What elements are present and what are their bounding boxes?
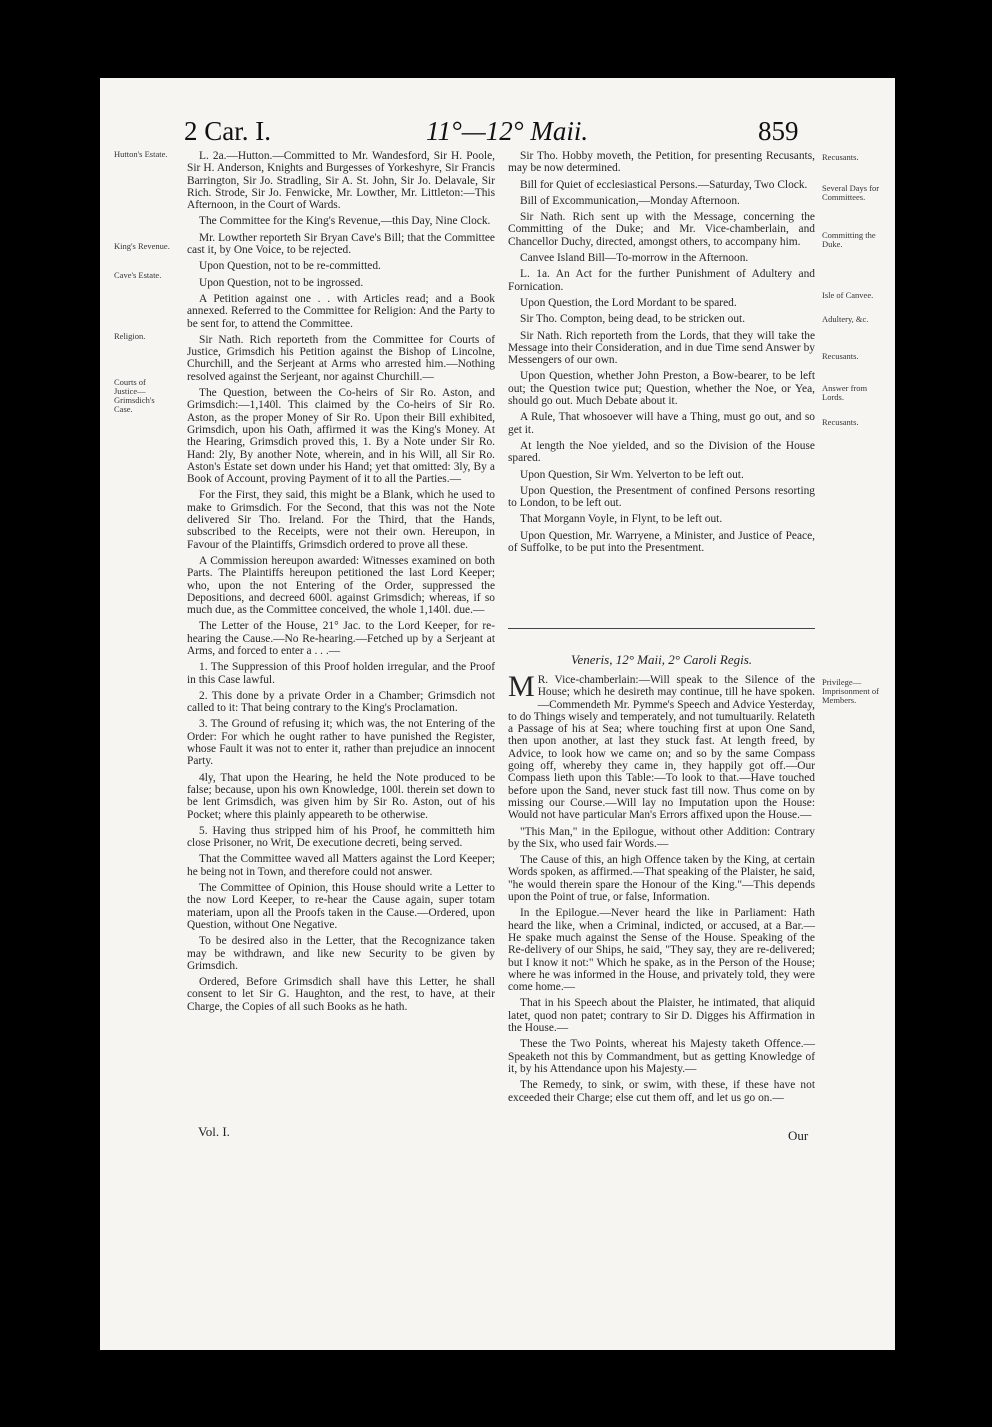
right-margin-note: Isle of Canvee.: [822, 290, 874, 300]
right-margin-note: Recusants.: [822, 417, 859, 427]
right-column-bottom: [508, 670, 815, 1108]
paragraph: Upon Question, Mr. Warryene, a Minister, and Justice of Peace, of Suffolke, to be put into the Presentment.: [508, 529, 815, 555]
paragraph: Sir Nath. Rich reporteth from the Committee for Courts of Justice, Grimsdich his Petition against the Bishop of Lincolne, Churchill, and the Serjeant at Arms who arrested him.—Nothing resolved against the Serjeant, nor against Churchill.—: [187, 333, 495, 383]
paragraph: That Morgann Voyle, in Flynt, to be left out.: [520, 513, 723, 526]
paragraph: A Petition against one . . with Articles read; and a Book annexed. Referred to the Committee for Religion: And the Party to be sent for, to attend the Committee.: [187, 292, 495, 330]
paragraph: "This Man," in the Epilogue, without other Addition: Contrary by the Six, who used fair Words.—: [508, 825, 815, 850]
paragraph: Upon Question, the Presentment of confined Persons resorting to London, to be left out.: [508, 484, 815, 510]
paragraph: Upon Question, not to be re-committed.: [199, 260, 381, 273]
paragraph: That in his Speech about the Plaister, he intimated, that aliquid latet, quod non patet; contrary to Sir D. Digges his Affirmation in the House.—: [508, 997, 815, 1035]
paragraph: Upon Question, Sir Wm. Yelverton to be left out.: [520, 468, 744, 481]
running-head-regnal-year: 2 Car. I.: [184, 116, 271, 146]
paragraph: In the Epilogue.—Never heard the like in Parliament: Hath heard the like, when a Criminal, indicted, or accused, at a Bar.—He spake much against the Sense of the House. Speaking of the Re-delivery of our Ships, he said, "They say, they are re-delivered; but I know it not:" Which he spake, as in the Person of the House; where he was informed in the House, and privately told, they were come home.—: [508, 907, 815, 994]
section-divider: [508, 628, 815, 629]
paragraph: Sir Tho. Hobby moveth, the Petition, for presenting Recusants, may be now determined.: [508, 150, 815, 175]
paragraph: These the Two Points, whereat his Majesty taketh Offence.—Speaketh not this by Commandment, but as getting Knowledge of it, by his Attendance upon his Majesty.—: [508, 1038, 815, 1075]
paragraph: Bill for Quiet of ecclesiastical Persons.—Saturday, Two Clock.: [520, 178, 808, 191]
paragraph: Ordered, Before Grimsdich shall have this Letter, he shall consent to let Sir G. Haughton, and the rest, to have, at their Charge, the Copies of all such Books as he hath.: [187, 976, 495, 1013]
paragraph: For the First, they said, this might be a Blank, which he used to make to Grimsdich. For the Second, that this was not the Note delivered Sir Tho. Ireland. For the Third, that the Hands, subscribed to the Receipts, were not their own. Hereupon, in Favour of the Plaintiffs, Grimsdich ordered to prove all these.: [187, 489, 495, 551]
paragraph: Upon Question, whether John Preston, a Bow-bearer, to be left out; the Question twice put; Question, whether the Noe, or Yea, should go out. Much Debate about it.: [508, 370, 815, 408]
left-margin-note: King's Revenue.: [114, 241, 170, 251]
journal-page: [100, 78, 895, 1350]
right-margin-note: Recusants.: [822, 351, 859, 361]
paragraph: Upon Question, the Lord Mordant to be spared.: [520, 296, 737, 309]
right-margin-note: Recusants.: [822, 152, 859, 162]
paragraph: 3. The Ground of refusing it; which was, the not Entering of the Order: For which he ought rather to have punished the Register, whose Fault it was not to enter it, rather than prejudice an innocent Party.: [187, 718, 495, 768]
section-heading: Veneris, 12° Maii, 2° Caroli Regis.: [570, 652, 753, 667]
left-margin-note: Hutton's Estate.: [114, 149, 168, 159]
left-column: [187, 150, 495, 1017]
running-head-dates: 11°—12° Maii.: [426, 116, 589, 146]
right-margin-note: Adultery, &c.: [822, 314, 869, 324]
right-margin-note: Several Days for Committees.: [822, 183, 880, 202]
paragraph: A Commission hereupon awarded: Witnesses examined on both Parts. The Plaintiffs hereupon petitioned the last Lord Keeper; who, upon the not Entering of the Order, suppressed the Depositions, and decreed 600l. against Grimsdich; whereas, if so much due, as the Committee conceived, the whole 1,140l. due.—: [187, 554, 495, 617]
paragraph: Sir Tho. Compton, being dead, to be stricken out.: [520, 313, 746, 326]
paragraph: 5. Having thus stripped him of his Proof, he committeth him close Prisoner, no Writ, De executione decreti, being served.: [187, 824, 495, 850]
paragraph: At length the Noe yielded, and so the Division of the House spared.: [508, 439, 815, 465]
paragraph-text: R. Vice-chamberlain:—Will speak to the Silence of the House; which he desireth may continue, till he have spoken.—Commendeth Mr. Pymme's Speech and Advice Yesterday, to do Things wisely and temperately, and not tumultuarily. Relateth a Passage of his at Sea; where touching first at upon One Sand, then upon another, at last they stuck fast. At length freed, by Advice, to look how we came on; and so by the same Compass going off, whereby they came in, they happily got off.—Our Compass lieth upon this Table:—To look to that.—Have touched before upon the Sand, never stuck fast till now. Thus come on by missing our Course.—Will lay no Imputation upon the House: Would not have particular Man's Errors affixed upon the House.—: [508, 674, 815, 822]
right-margin-note: Committing the Duke.: [822, 230, 876, 249]
left-margin-note: Cave's Estate.: [114, 270, 162, 280]
paragraph: The Cause of this, an high Offence taken by the King, at certain Words spoken, as affirmed.—That speaking of the Plaister, he said, "he would therein spare the Honour of the King."—This depends upon the Point of true, or false, Information.: [508, 854, 815, 904]
left-margin-note: Religion.: [114, 331, 146, 341]
page-number: 859: [758, 116, 799, 146]
paragraph: The Question, between the Co-heirs of Sir Ro. Aston, and Grimsdich:—1,140l. This claimed by the Co-heirs of Sir Ro. Aston, as the proper Money of Sir Ro. Upon their Bill exhibited, Grimsdich, upon his Oath, affirmed it was the King's Money. At the Hearing, Grimsdich proved this, 1. By a Note under Sir Ro. Hand: 2ly, By another Note, wherein, and in his Will, all Sir Ro. Aston's Estate set down under his Hand; yet that omitted: 3ly, By a Book of Account, proving Payment of it to all the Parties.—: [187, 387, 495, 486]
paragraph-drop-cap: [508, 670, 815, 822]
paragraph: Canvee Island Bill—To-morrow in the Afternoon.: [520, 252, 749, 265]
paragraph: 1. The Suppression of this Proof holden irregular, and the Proof in this Case lawful.: [187, 661, 495, 686]
left-margin-note: Courts of Justice—Grimsdich's Case.: [114, 377, 155, 414]
catchword: Our: [788, 1128, 809, 1143]
paragraph: The Committee of Opinion, this House should write a Letter to the now Lord Keeper, to re-hear the Cause again, super totam materiam, upon all the Proofs taken in the Cause.—Ordered, upon Question, without One Negative.: [187, 882, 495, 931]
paragraph: The Committee for the King's Revenue,—this Day, Nine Clock.: [199, 215, 491, 228]
paragraph: Bill of Excommunication,—Monday Afternoon.: [520, 194, 740, 207]
paragraph: 4ly, That upon the Hearing, he held the Note produced to be false; because, upon his own Knowledge, 100l. therein set down to be lent Grimsdich, was given him by Sir Ro. Aston, out of his Pocket; where this plainly appeareth to be otherwise.: [187, 771, 495, 821]
paragraph: That the Committee waved all Matters against the Lord Keeper; he being not in Town, and therefore could not answer.: [187, 853, 495, 878]
paragraph: L. 2a.—Hutton.—Committed to Mr. Wandesford, Sir H. Poole, Sir H. Anderson, Knights and Burgesses of Yorkeshyre, Sir Francis Barrington, Sir Jo. Stradling, Sir A. St. John, Sir Jo. Delavale, Sir Rich. Strode, Sir Jo. Fenwicke, Mr. Lowther, Mr. Littleton:—This Afternoon, in the Court of Wards.: [187, 150, 495, 212]
right-margin-note: Privilege—Imprisonment of Members.: [822, 677, 879, 705]
paragraph: The Letter of the House, 21° Jac. to the Lord Keeper, for re-hearing the Cause.—No Re-hearing.—Fetched up by a Serjeant at Arms, and forced to enter a . . .—: [187, 620, 495, 657]
paragraph: Upon Question, not to be ingrossed.: [199, 276, 364, 289]
paragraph: A Rule, That whosoever will have a Thing, must go out, and so get it.: [508, 411, 815, 436]
paragraph: 2. This done by a private Order in a Chamber; Grimsdich not called to it: That being contrary to the King's Proclamation.: [187, 689, 495, 715]
drop-cap: M: [508, 670, 535, 703]
right-column-top: [508, 150, 815, 558]
paragraph: Sir Nath. Rich sent up with the Message, concerning the Committing of the Duke; and Mr. Vice-chamberlain, and Chancellor Duchy, directed, amongst others, to accompany him.: [508, 211, 815, 248]
paragraph: To be desired also in the Letter, that the Recognizance taken may be withdrawn, and like new Security to be given by Grimsdich.: [187, 935, 495, 972]
right-margin-note: Answer from Lords.: [822, 383, 868, 402]
paragraph: The Remedy, to sink, or swim, with these, if these have not exceeded their Charge; else cut them off, and let us go on.—: [508, 1079, 815, 1104]
paragraph: Sir Nath. Rich reporteth from the Lords, that they will take the Message into their Consideration, and in due Time send Answer by Messengers of our own.: [508, 329, 815, 367]
volume-signature: Vol. I.: [198, 1124, 230, 1139]
paragraph: L. 1a. An Act for the further Punishment of Adultery and Fornication.: [508, 268, 815, 293]
paragraph: Mr. Lowther reporteth Sir Bryan Cave's Bill; that the Committee cast it, by One Voice, to be rejected.: [187, 231, 495, 257]
